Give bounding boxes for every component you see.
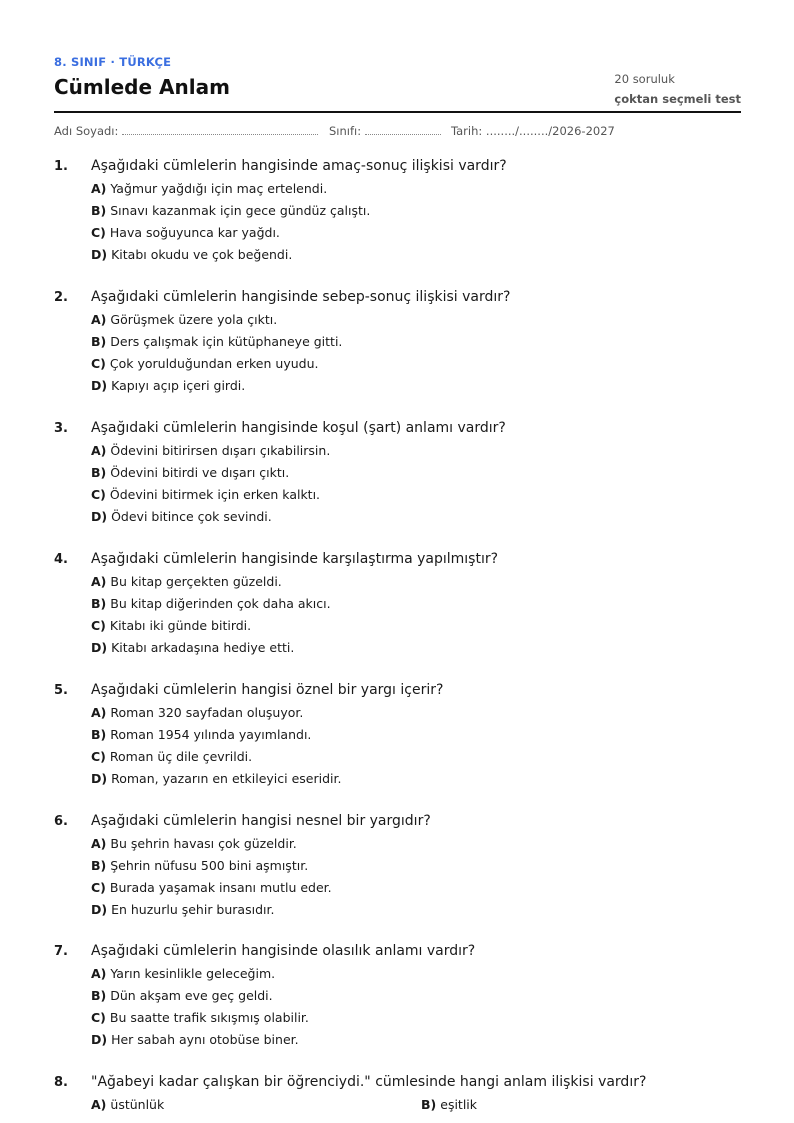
option-letter: C) <box>91 356 106 371</box>
name-label: Adı Soyadı: <box>54 124 119 138</box>
question-1 <box>54 157 741 269</box>
option-c[interactable] <box>91 487 741 509</box>
option-letter: C) <box>91 1010 106 1025</box>
option-text: Görüşmek üzere yola çıktı. <box>110 312 278 327</box>
option-d[interactable] <box>91 247 741 269</box>
option-text: Her sabah aynı otobüse biner. <box>111 1032 299 1047</box>
option-letter: B) <box>421 1097 437 1112</box>
option-letter: A) <box>91 705 107 720</box>
question-number: 8. <box>54 1075 68 1090</box>
question-number: 3. <box>54 421 68 436</box>
question-number: 4. <box>54 552 68 567</box>
option-c[interactable] <box>91 618 741 640</box>
question-6 <box>54 812 741 924</box>
option-text: Roman, yazarın en etkileyici eseridir. <box>111 771 342 786</box>
question-4 <box>54 550 741 662</box>
name-field[interactable] <box>54 124 318 138</box>
test-meta <box>614 71 741 108</box>
option-letter: A) <box>91 836 107 851</box>
option-text: Ders çalışmak için kütüphaneye gitti. <box>110 334 343 349</box>
option-letter: B) <box>91 727 107 742</box>
option-d[interactable] <box>91 509 741 531</box>
question-7 <box>54 942 741 1054</box>
option-a[interactable] <box>91 836 741 858</box>
name-blank[interactable] <box>122 124 318 135</box>
option-letter: B) <box>91 203 107 218</box>
option-b[interactable] <box>91 596 741 618</box>
header-divider <box>54 111 741 113</box>
option-letter: D) <box>91 902 108 917</box>
option-b[interactable] <box>91 334 741 356</box>
option-letter: A) <box>91 574 107 589</box>
question-number: 2. <box>54 290 68 305</box>
option-c[interactable] <box>91 356 741 378</box>
option-c[interactable] <box>91 225 741 247</box>
option-text: Bu kitap diğerinden çok daha akıcı. <box>110 596 331 611</box>
option-letter: A) <box>91 1097 107 1112</box>
option-letter: B) <box>91 334 107 349</box>
question-number: 6. <box>54 814 68 829</box>
option-a[interactable] <box>91 705 741 727</box>
option-a[interactable] <box>91 443 741 465</box>
question-number: 5. <box>54 683 68 698</box>
date-field[interactable] <box>451 124 615 138</box>
option-letter: B) <box>91 858 107 873</box>
option-letter: A) <box>91 966 107 981</box>
option-letter: A) <box>91 181 107 196</box>
option-text: Yarın kesinlikle geleceğim. <box>110 966 276 981</box>
option-d[interactable] <box>91 378 741 400</box>
option-text: Bu şehrin havası çok güzeldir. <box>110 836 297 851</box>
class-blank[interactable] <box>365 124 441 135</box>
option-text: Roman 1954 yılında yayımlandı. <box>110 727 312 742</box>
question-text: Aşağıdaki cümlelerin hangisinde karşılaştırma yapılmıştır? <box>91 551 499 567</box>
question-text: Aşağıdaki cümlelerin hangisi öznel bir yargı içerir? <box>91 682 444 698</box>
question-text: "Ağabeyi kadar çalışkan bir öğrenciydi." cümlesinde hangi anlam ilişkisi vardır? <box>91 1074 647 1090</box>
option-letter: B) <box>91 988 107 1003</box>
option-text: Şehrin nüfusu 500 bini aşmıştır. <box>110 858 309 873</box>
option-text: Yağmur yağdığı için maç ertelendi. <box>110 181 328 196</box>
option-d[interactable] <box>91 771 741 793</box>
option-b[interactable] <box>91 203 741 225</box>
option-b[interactable] <box>91 988 741 1010</box>
option-a[interactable] <box>91 181 741 203</box>
option-row <box>91 1097 741 1119</box>
student-info-row <box>54 124 741 140</box>
option-text: Roman 320 sayfadan oluşuyor. <box>110 705 304 720</box>
option-letter: A) <box>91 312 107 327</box>
option-c[interactable] <box>91 1010 741 1032</box>
option-text: Bu kitap gerçekten güzeldi. <box>110 574 282 589</box>
option-text: üstünlük <box>110 1097 165 1112</box>
option-letter: D) <box>91 509 108 524</box>
question-text: Aşağıdaki cümlelerin hangisinde amaç-sonuç ilişkisi vardır? <box>91 158 507 174</box>
grade-subject-label: 8. SINIF · TÜRKÇE <box>54 55 172 69</box>
option-text: Kitabı iki günde bitirdi. <box>109 618 252 633</box>
option-b[interactable] <box>91 465 741 487</box>
option-b[interactable] <box>91 858 741 880</box>
option-text: Burada yaşamak insanı mutlu eder. <box>109 880 332 895</box>
question-number: 1. <box>54 159 68 174</box>
option-text: Ödevini bitirmek için erken kalktı. <box>109 487 321 502</box>
option-text: Ödevi bitince çok sevindi. <box>111 509 272 524</box>
question-text: Aşağıdaki cümlelerin hangisinde olasılık anlamı vardır? <box>91 943 476 959</box>
option-text: Hava soğuyunca kar yağdı. <box>109 225 280 240</box>
option-text: Roman üç dile çevrildi. <box>109 749 253 764</box>
option-a[interactable] <box>91 1097 164 1112</box>
option-text: En huzurlu şehir burasıdır. <box>111 902 275 917</box>
question-3 <box>54 419 741 531</box>
option-letter: D) <box>91 771 108 786</box>
option-d[interactable] <box>91 1032 741 1054</box>
question-number: 7. <box>54 944 68 959</box>
option-text: Sınavı kazanmak için gece gündüz çalıştı. <box>110 203 371 218</box>
question-5 <box>54 681 741 793</box>
option-a[interactable] <box>91 574 741 596</box>
date-label: Tarih: ......../......../2026-2027 <box>451 124 615 138</box>
question-8 <box>54 1073 741 1119</box>
option-letter: B) <box>91 596 107 611</box>
option-letter: C) <box>91 487 106 502</box>
option-text: Ödevini bitirirsen dışarı çıkabilirsin. <box>110 443 331 458</box>
option-d[interactable] <box>91 640 741 662</box>
option-letter: B) <box>91 465 107 480</box>
option-c[interactable] <box>91 880 741 902</box>
option-text: Çok yorulduğundan erken uyudu. <box>109 356 319 371</box>
page-title: Cümlede Anlam <box>54 75 230 99</box>
option-text: Kitabı arkadaşına hediye etti. <box>111 640 295 655</box>
question-count: 20 soruluk <box>614 72 675 86</box>
option-b[interactable] <box>421 1097 477 1112</box>
option-letter: C) <box>91 225 106 240</box>
option-d[interactable] <box>91 902 741 924</box>
class-label: Sınıfı: <box>329 124 362 138</box>
option-letter: A) <box>91 443 107 458</box>
question-2 <box>54 288 741 400</box>
option-b[interactable] <box>91 727 741 749</box>
question-text: Aşağıdaki cümlelerin hangisi nesnel bir yargıdır? <box>91 813 431 829</box>
option-text: Kapıyı açıp içeri girdi. <box>111 378 246 393</box>
option-a[interactable] <box>91 966 741 988</box>
option-letter: D) <box>91 640 108 655</box>
test-type: çoktan seçmeli test <box>614 92 741 106</box>
option-letter: C) <box>91 880 106 895</box>
option-text: Dün akşam eve geç geldi. <box>110 988 273 1003</box>
option-letter: D) <box>91 1032 108 1047</box>
option-text: Kitabı okudu ve çok beğendi. <box>111 247 293 262</box>
option-letter: C) <box>91 618 106 633</box>
option-letter: D) <box>91 247 108 262</box>
question-text: Aşağıdaki cümlelerin hangisinde koşul (şart) anlamı vardır? <box>91 420 506 436</box>
option-a[interactable] <box>91 312 741 334</box>
question-text: Aşağıdaki cümlelerin hangisinde sebep-sonuç ilişkisi vardır? <box>91 289 511 305</box>
option-c[interactable] <box>91 749 741 771</box>
class-field[interactable] <box>329 124 441 138</box>
option-text: Ödevini bitirdi ve dışarı çıktı. <box>110 465 290 480</box>
option-letter: D) <box>91 378 108 393</box>
option-text: Bu saatte trafik sıkışmış olabilir. <box>109 1010 309 1025</box>
option-letter: C) <box>91 749 106 764</box>
option-text: eşitlik <box>440 1097 478 1112</box>
